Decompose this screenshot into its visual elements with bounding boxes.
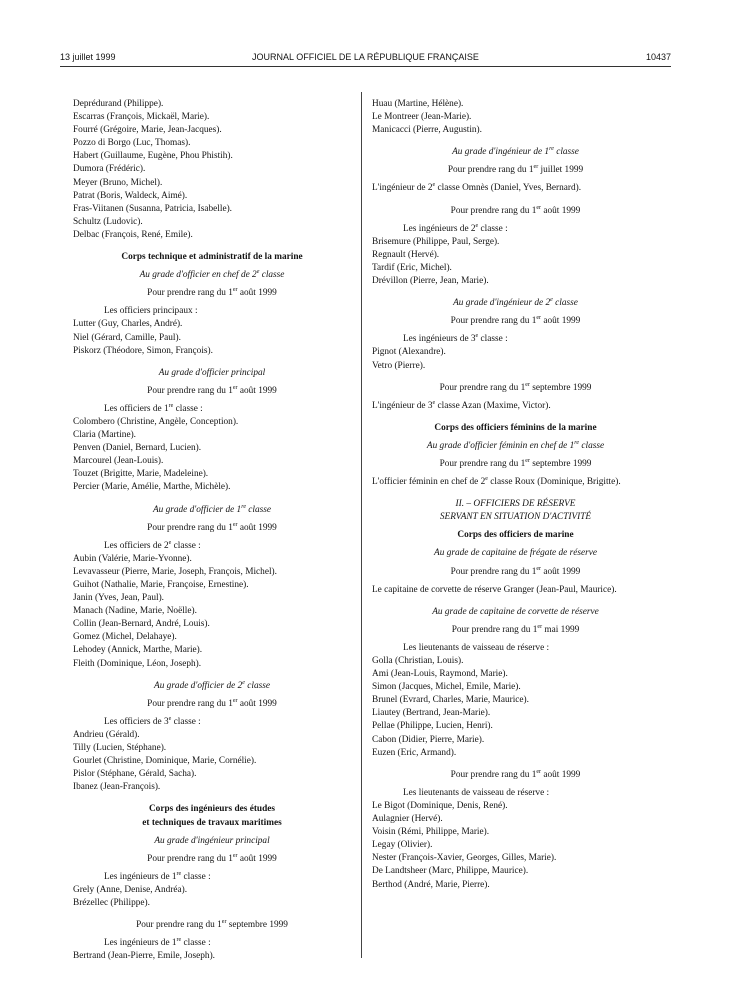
name-list	[372, 98, 659, 137]
list-item: Bertrand (Jean-Pierre, Emile, Joseph).	[73, 951, 215, 962]
list-item: Lehodey (Annick, Marthe, Marie).	[73, 645, 203, 656]
grade-heading: Au grade d'officier féminin en chef de 1re classe	[426, 439, 605, 451]
list-item: Legay (Olivier).	[372, 840, 433, 851]
name-list	[73, 553, 351, 671]
rang-line: Pour prendre rang du 1er mai 1999	[451, 623, 580, 635]
list-item: Janin (Yves, Jean, Paul).	[73, 593, 164, 604]
list-item: Golla (Christian, Louis).	[372, 656, 464, 666]
list-item: Colombero (Christine, Angèle, Conception).	[73, 416, 239, 427]
name-list	[73, 950, 351, 963]
rang-line: Pour prendre rang du 1er septembre 1999	[439, 381, 592, 393]
rang-line: Pour prendre rang du 1er septembre 1999	[439, 457, 592, 469]
intro-line: Les ingénieurs de 1re classe :	[104, 937, 211, 949]
right-column	[372, 98, 659, 892]
rang-line: Pour prendre rang du 1er août 1999	[147, 697, 277, 709]
corps-heading: Corps des ingénieurs des études	[148, 804, 276, 815]
list-item: Grely (Anne, Denise, Andréa).	[73, 884, 188, 895]
rang-line: Pour prendre rang du 1er août 1999	[450, 565, 581, 577]
list-item: Percier (Marie, Amélie, Marthe, Michèle).	[73, 482, 231, 493]
entry-line: Le capitaine de corvette de réserve Granger (Jean-Paul, Maurice).	[372, 584, 617, 595]
entry-line: L'officier féminin en chef de 2e classe Roux (Dominique, Brigitte).	[372, 476, 621, 488]
list-item: Andrieu (Gérald).	[73, 729, 140, 740]
list-item: Voisin (Rémi, Philippe, Marie).	[372, 827, 490, 838]
name-list	[73, 884, 351, 910]
list-item: Regnault (Hervé).	[372, 249, 440, 260]
list-item: Gourlet (Christine, Dominique, Marie, Cornélie).	[73, 756, 257, 767]
grade-heading: Au grade d'officier de 2e classe	[154, 679, 270, 691]
list-item: De Landtsheer (Marc, Philippe, Maurice).	[372, 866, 529, 877]
grade-heading: Au grade d'officier en chef de 2e classe	[139, 269, 285, 281]
list-item: Huau (Martine, Hélène).	[372, 99, 464, 109]
list-item: Simon (Jacques, Michel, Emile, Marie).	[372, 682, 521, 693]
intro-line: Les officiers de 3e classe :	[104, 715, 201, 727]
grade-heading: Au grade d'ingénieur de 1re classe	[452, 146, 579, 158]
name-list	[372, 346, 659, 372]
rang-line: Pour prendre rang du 1er août 1999	[147, 521, 277, 533]
name-list	[73, 416, 351, 495]
list-item: Brisemure (Philippe, Paul, Serge).	[372, 236, 500, 247]
list-item: Piskorz (Théodore, Simon, François).	[73, 345, 213, 356]
intro-line: Les officiers de 2e classe :	[104, 539, 201, 551]
page-number: 10437	[645, 52, 671, 62]
rang-line: Pour prendre rang du 1er août 1999	[147, 287, 277, 299]
intro-line: Les lieutenants de vaisseau de réserve :	[403, 787, 550, 798]
list-item: Fleith (Dominique, Léon, Joseph).	[73, 658, 202, 669]
list-item: Brézellec (Philippe).	[73, 897, 150, 908]
list-item: Nester (François-Xavier, Georges, Gilles, Marie).	[372, 853, 557, 864]
list-item: Le Montreer (Jean-Marie).	[372, 112, 472, 123]
list-item: Brunel (Evrard, Charles, Marie, Maurice).	[372, 695, 529, 706]
entry-line: L'ingénieur de 3e classe Azan (Maxime, Victor).	[372, 399, 551, 411]
corps-heading: Corps des officiers de marine	[457, 530, 574, 541]
list-item: Meyer (Bruno, Michel).	[73, 177, 163, 188]
list-item: Ibanez (Jean-François).	[73, 782, 161, 793]
issue-date: 13 juillet 1999	[60, 52, 116, 62]
list-item: Euzen (Eric, Armand).	[372, 747, 457, 758]
intro-line: Les officiers de 1re classe :	[104, 402, 203, 414]
section-heading: II. – OFFICIERS DE RÉSERVE	[455, 499, 576, 510]
list-item: Claria (Martine).	[73, 430, 136, 441]
grade-heading: Au grade d'ingénieur de 2e classe	[453, 297, 578, 309]
name-list	[372, 655, 659, 760]
list-item: Habert (Guillaume, Eugène, Phou Phistih).	[73, 151, 233, 162]
intro-line: Les ingénieurs de 3e classe :	[403, 333, 508, 345]
list-item: Manach (Nadine, Marie, Noëlle).	[73, 606, 197, 617]
rang-line: Pour prendre rang du 1er août 1999	[147, 384, 277, 396]
grade-heading: Au grade d'officier de 1re classe	[152, 503, 272, 515]
list-item: Collin (Jean-Bernard, André, Louis).	[73, 619, 210, 630]
list-item: Levavasseur (Pierre, Marie, Joseph, François, Michel).	[73, 566, 277, 577]
grade-heading: Au grade d'ingénieur principal	[154, 835, 270, 846]
list-item: Patrat (Boris, Waldeck, Aimé).	[73, 190, 188, 201]
list-item: Vetro (Pierre).	[372, 360, 426, 371]
rang-line: Pour prendre rang du 1er août 1999	[450, 204, 581, 216]
list-item: Le Bigot (Dominique, Denis, René).	[372, 800, 508, 811]
grade-heading: Au grade d'officier principal	[158, 367, 266, 378]
journal-title: JOURNAL OFFICIEL DE LA RÉPUBLIQUE FRANÇAISE	[252, 52, 479, 62]
list-item: Drévillon (Pierre, Jean, Marie).	[372, 276, 489, 287]
list-item: Dumora (Frédéric).	[73, 164, 146, 175]
corps-heading: Corps technique et administratif de la marine	[121, 252, 303, 263]
list-item: Ami (Jean-Louis, Raymond, Marie).	[372, 669, 508, 680]
list-item: Aubin (Valérie, Marie-Yvonne).	[73, 553, 192, 564]
name-list	[372, 236, 659, 288]
list-item: Marcourel (Jean-Louis).	[73, 456, 164, 467]
corps-heading: Corps des officiers féminins de la marine	[434, 422, 597, 433]
intro-line: Les ingénieurs de 1re classe :	[104, 870, 211, 882]
name-list	[73, 318, 351, 357]
intro-line: Les ingénieurs de 2e classe :	[403, 222, 508, 234]
grade-heading: Au grade de capitaine de frégate de réserve	[434, 548, 597, 559]
rang-line: Pour prendre rang du 1er août 1999	[450, 315, 581, 327]
list-item: Liautey (Bertrand, Jean-Marie).	[372, 708, 491, 719]
name-list	[73, 729, 351, 794]
list-item: Penven (Daniel, Bernard, Lucien).	[73, 443, 202, 454]
column-divider	[361, 92, 362, 958]
list-item: Delbac (François, René, Emile).	[73, 229, 193, 240]
list-item: Manicacci (Pierre, Augustin).	[372, 125, 482, 136]
list-item: Tilly (Lucien, Stéphane).	[73, 743, 167, 754]
name-list	[372, 800, 659, 892]
list-item: Lutter (Guy, Charles, André).	[73, 319, 183, 330]
list-item: Deprédurand (Philippe).	[73, 99, 164, 109]
list-item: Aulagnier (Hervé).	[372, 814, 443, 825]
list-item: Niel (Gérard, Camille, Paul).	[73, 332, 181, 343]
list-item: Touzet (Brigitte, Marie, Madeleine).	[73, 469, 209, 480]
header-rule	[60, 66, 671, 67]
list-item: Cabon (Didier, Pierre, Marie).	[372, 734, 485, 745]
rang-line: Pour prendre rang du 1er septembre 1999	[136, 919, 288, 931]
rang-line: Pour prendre rang du 1er août 1999	[147, 852, 277, 864]
list-item: Fourré (Grégoire, Marie, Jean-Jacques).	[73, 125, 222, 136]
grade-heading: Au grade de capitaine de corvette de réserve	[432, 606, 599, 617]
intro-line: Les lieutenants de vaisseau de réserve :	[403, 642, 550, 653]
list-item: Pignot (Alexandre).	[372, 347, 446, 358]
list-item: Fras-Viitanen (Susanna, Patricia, Isabelle).	[73, 203, 232, 214]
list-item: Berthod (André, Marie, Pierre).	[372, 879, 490, 890]
entry-line: L'ingénieur de 2e classe Omnès (Daniel, Yves, Bernard).	[372, 182, 582, 194]
list-item: Gomez (Michel, Delahaye).	[73, 632, 177, 643]
rang-line: Pour prendre rang du 1er août 1999	[450, 768, 581, 780]
rang-line: Pour prendre rang du 1er juillet 1999	[447, 164, 584, 176]
list-item: Guihot (Nathalie, Marie, Françoise, Ernestine).	[73, 580, 249, 590]
section-heading: SERVANT EN SITUATION D'ACTIVITÉ	[439, 512, 592, 523]
intro-line: Les officiers principaux :	[104, 306, 198, 317]
list-item: Escarras (François, Mickaël, Marie).	[73, 112, 210, 123]
list-item: Tardif (Eric, Michel).	[372, 262, 452, 273]
list-item: Pellae (Philippe, Lucien, Henri).	[372, 721, 493, 732]
list-item: Pislor (Stéphane, Gérald, Sacha).	[73, 769, 197, 780]
list-item: Schultz (Ludovic).	[73, 216, 143, 227]
name-list	[73, 98, 351, 242]
left-column	[73, 98, 351, 963]
list-item: Pozzo di Borgo (Luc, Thomas).	[73, 138, 191, 149]
corps-heading: et techniques de travaux maritimes	[142, 817, 282, 828]
